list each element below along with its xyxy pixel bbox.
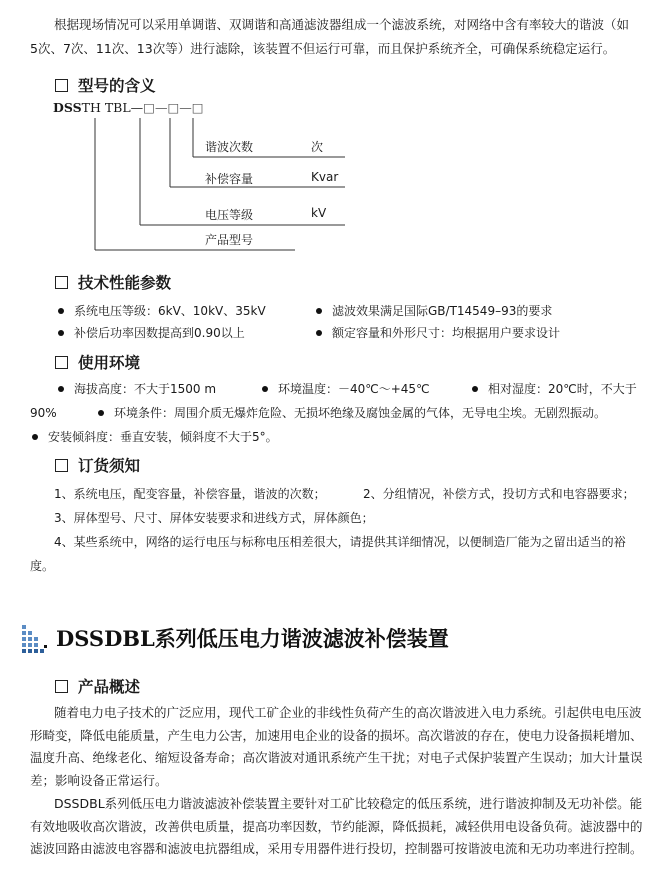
env-item-altitude [58, 379, 216, 399]
model-diagram [55, 100, 355, 260]
model-label-harmonic: 谐波次数 [205, 140, 254, 154]
env-item-conditions [98, 403, 606, 423]
checkbox-icon [55, 356, 68, 369]
overview-para-2: DSSDBL系列低压电力谐波滤波补偿装置主要针对工矿比较稳定的低压系统，进行谐波抑制及无功补偿。能有效地吸收高次谐波，改善供电质量，提高功率因数，节约能源，降低损耗，减轻供用电设备负荷。滤波器中的滤波回路由滤波电容器和滤波电抗器组成，采用专用器件进行投切，控制器可按谐波电流和无功功率进行控制。 [30, 796, 643, 856]
env-item-humidity [472, 379, 637, 399]
checkbox-icon [55, 680, 68, 693]
model-heading-text: 型号的含义 [78, 77, 156, 95]
overview-para-1: 随着电力电子技术的广泛应用，现代工矿企业的非线性负荷产生的高次谐波进入电力系统。引起供电电压波形畸变，降低电能质量，产生电力公害，加速用电企业的设备的损坏。高次谐波的存在，使电力设备损耗增加、温度升高、绝缘老化、缩短设备寿命；高次谐波对通讯系统产生干扰；对电子式保护装置产生误动；加大计量误差；影响设备正常运行。 [30, 705, 643, 788]
order-line-3b: 度。 [30, 559, 55, 573]
tech-heading [55, 273, 171, 293]
env-item-conditions-text: 环境条件：周围介质无爆炸危险、无损坏绝缘及腐蚀金属的气体，无导电尘埃。无剧烈振动。 [114, 406, 607, 420]
order-line-1a: 1、系统电压，配变容量，补偿容量，谐波的次数； [54, 487, 326, 501]
tech-item-4 [316, 323, 560, 343]
tech-item-4-text: 额定容量和外形尺寸：均根据用户要求设计 [332, 326, 561, 340]
model-heading [55, 76, 156, 96]
tech-item-1-text: 系统电压等级：6kV、10kV、35kV [74, 304, 266, 318]
model-label-product: 产品型号 [205, 233, 254, 247]
model-code-tail: □—□—□ [143, 100, 204, 115]
intro-line-1: 根据现场情况可以采用单调谐、双调谐和高通滤波器组成一个滤波系统，对网络中含有率较大的谐波（如 [54, 17, 630, 32]
intro-line-2: 5次、7次、11次、13次等）进行滤除，该装置不但运行可靠，而且保护系统齐全，可确保系统稳定运行。 [30, 41, 616, 56]
model-label-voltage: 电压等级 [205, 208, 254, 222]
tech-item-2-text: 滤波效果满足国际GB/T14549–93的要求 [332, 304, 553, 318]
grid-logo-icon [22, 623, 50, 653]
tech-item-3 [58, 323, 245, 343]
checkbox-icon [55, 276, 68, 289]
bullet-icon [316, 308, 322, 314]
bullet-icon [316, 330, 322, 336]
bullet-icon [58, 386, 64, 392]
tech-heading-text: 技术性能参数 [78, 274, 172, 292]
order-heading [55, 456, 140, 476]
bullet-icon [262, 386, 268, 392]
env-item-temperature-text: 环境温度：－40℃～+45℃ [278, 382, 430, 396]
model-unit-capacity: Kvar [311, 170, 339, 184]
section2-title [22, 618, 449, 658]
section2-title-text: DSSDBL系列低压电力谐波滤波补偿装置 [56, 626, 449, 651]
order-heading-text: 订货须知 [78, 457, 141, 475]
order-line-2: 3、屏体型号、尺寸、屏体安装要求和进线方式，屏体颜色； [54, 511, 374, 525]
model-label-capacity: 补偿容量 [205, 172, 254, 186]
bullet-icon [32, 434, 38, 440]
checkbox-icon [55, 459, 68, 472]
model-code-rest: TH TBL— [81, 100, 144, 115]
tech-item-1 [58, 301, 266, 321]
env-item-humidity-cont: 90% [30, 406, 57, 420]
env-item-humidity-text: 相对湿度：20℃时，不大于 [488, 382, 637, 396]
order-line-1b: 2、分组情况，补偿方式，投切方式和电容器要求； [363, 487, 635, 501]
overview-heading-text: 产品概述 [78, 678, 141, 696]
overview-heading [55, 677, 140, 697]
env-item-tilt [32, 427, 278, 447]
env-heading-text: 使用环境 [78, 354, 141, 372]
model-unit-voltage: kV [311, 206, 327, 220]
bullet-icon [98, 410, 104, 416]
env-item-altitude-text: 海拔高度：不大于1500 m [74, 382, 217, 396]
model-code-bold: DSS [53, 100, 82, 115]
env-item-temperature [262, 379, 430, 399]
env-heading [55, 353, 140, 373]
env-item-tilt-text: 安装倾斜度：垂直安装，倾斜度不大于5°。 [48, 430, 278, 444]
bullet-icon [58, 308, 64, 314]
order-line-3a: 4、某些系统中，网络的运行电压与标称电压相差很大，请提供其详细情况，以便制造厂能为之留出适当的裕 [54, 535, 626, 549]
bullet-icon [58, 330, 64, 336]
bullet-icon [472, 386, 478, 392]
checkbox-icon [55, 79, 68, 92]
tech-item-3-text: 补偿后功率因数提高到0.90以上 [74, 326, 245, 340]
model-unit-harmonic: 次 [311, 140, 324, 154]
tech-item-2 [316, 301, 552, 321]
